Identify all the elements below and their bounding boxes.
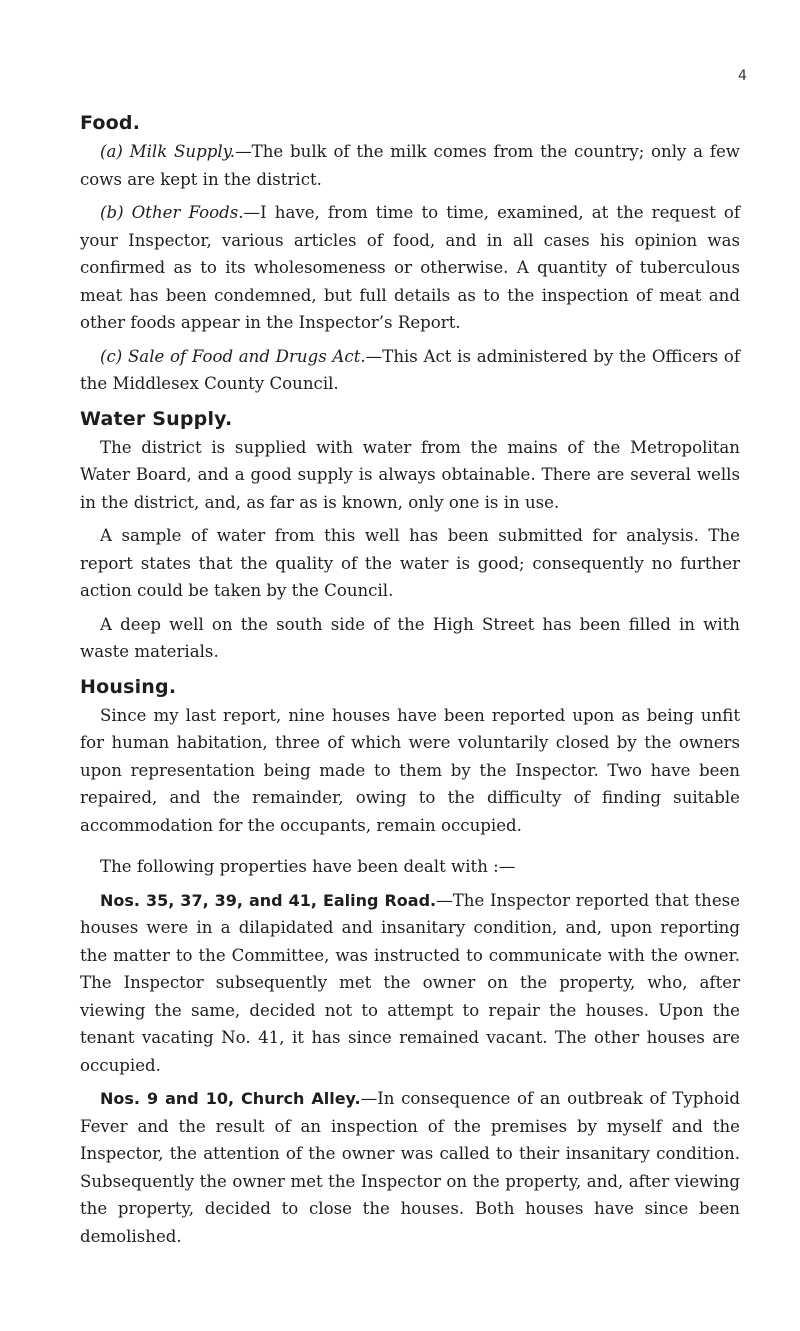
- other-foods-text: —I have, from time to time, examined, at the request of your Inspector, various articles of food, and in all cases his opinion was confirmed as to its wholesomeness or otherwise. A quantity of tuberculous meat has been condemned, but full details as to the inspection of meat and other foods appear in the Inspector’s Report.: [80, 203, 740, 332]
- ealing-road-text: —The Inspector reported that these houses were in a dilapidated and insanitary condition, and, upon reporting the matter to the Committee, was instructed to communicate with the owner. The Inspector subsequently met the owner on the property, who, after viewing the same, decided not to attempt to repair the houses. Upon the tenant vacating No. 41, it has since remained vacant. The other houses are occupied.: [80, 890, 740, 1075]
- church-alley-text: —In consequence of an outbreak of Typhoid Fever and the result of an inspection of the premises by myself and the Inspector, the attention of the owner was called to their insanitary condition. Subsequently the owner met the Inspector on the property, and, after viewing the property, decided to close the houses. Both houses have since been demolished.: [80, 1089, 741, 1246]
- water-paragraph-3: A deep well on the south side of the High Street has been filled in with waste materials.: [80, 614, 740, 661]
- water-paragraph-2: A sample of water from this well has been submitted for analysis. The report states that the quality of the water is good; consequently no further action could be taken by the Council.: [80, 526, 740, 600]
- housing-paragraph-1: Since my last report, nine houses have been reported upon as being unfit for human habitation, three of which were voluntarily closed by the owners upon representation being made to them by the Inspector. Two have been repaired, and the remainder, owing to the difficulty of finding suitable accommodation for the occupants, remain occupied.: [80, 705, 740, 835]
- ealing-road-paragraph: [80, 887, 740, 1080]
- water-supply-heading: Water Supply.: [80, 407, 233, 430]
- sale-of-food-paragraph: [80, 343, 740, 398]
- sale-of-food-text: —This Act is administered by the Officers of the Middlesex County Council.: [80, 346, 740, 393]
- page-mark: 4: [738, 68, 747, 84]
- milk-supply-paragraph: [80, 138, 740, 193]
- sale-of-food-label: (c) Sale of Food and Drugs Act.: [100, 346, 366, 366]
- other-foods-label: (b) Other Foods.: [100, 203, 244, 222]
- milk-supply-text: —The bulk of the milk comes from the country; only a few cows are kept in the district.: [80, 142, 740, 189]
- document-body: [80, 108, 740, 1250]
- housing-paragraph-2: The following properties have been dealt with :—: [100, 857, 516, 876]
- housing-heading: Housing.: [80, 675, 177, 698]
- church-alley-label: Nos. 9 and 10, Church Alley.: [100, 1089, 361, 1108]
- milk-supply-label: (a) Milk Supply.: [100, 142, 236, 161]
- other-foods-paragraph: [80, 199, 740, 337]
- food-heading: Food.: [80, 112, 141, 134]
- water-paragraph-1: The district is supplied with water from the mains of the Metropolitan Water Board, and a good supply is always obtainable. There are several wells in the district, and, as far as is known, only one is in use.: [80, 437, 740, 512]
- ealing-road-label: Nos. 35, 37, 39, and 41, Ealing Road.: [100, 890, 437, 910]
- church-alley-paragraph: [80, 1085, 740, 1250]
